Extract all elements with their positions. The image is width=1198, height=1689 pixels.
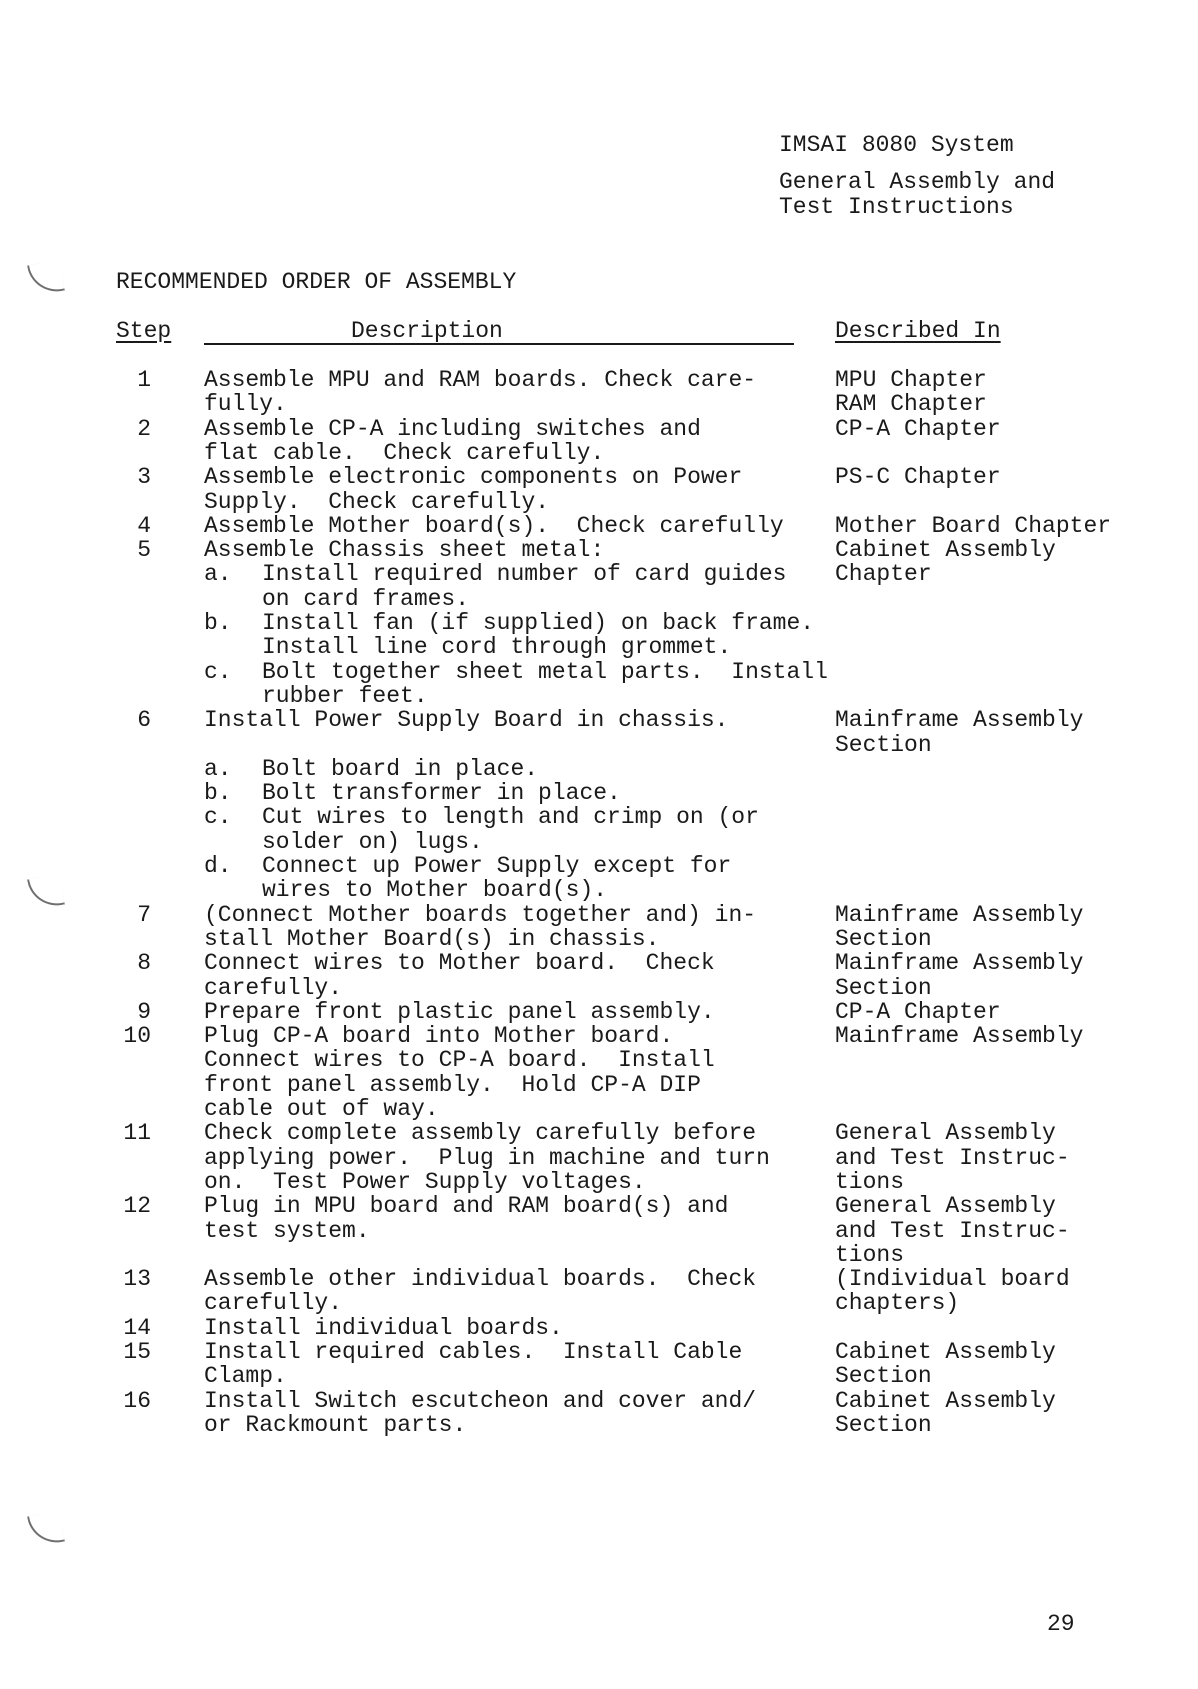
step-number: 1: [137, 367, 151, 393]
step-reference-line: Section: [835, 925, 932, 952]
step-description-line: (Connect Mother boards together and) in-: [204, 901, 757, 928]
step-reference-line: Chapter: [835, 561, 932, 588]
step-description-line: Plug in MPU board and RAM board(s) and: [204, 1193, 729, 1220]
step-reference-line: Cabinet Assembly: [835, 537, 1056, 564]
page-number: 29: [1047, 1611, 1075, 1637]
substep-text-line: wires to Mother board(s).: [262, 877, 608, 904]
step-description-line: Install Power Supply Board in chassis.: [204, 707, 729, 734]
step-description-line: Connect wires to CP-A board. Install: [204, 1047, 715, 1074]
step-reference-line: Mainframe Assembly: [835, 950, 1084, 977]
header-line-3: Test Instructions: [779, 194, 1014, 220]
step-description-line: front panel assembly. Hold CP-A DIP: [204, 1071, 701, 1098]
header-line-2: General Assembly and: [779, 169, 1056, 195]
substep-label: c.: [204, 804, 232, 831]
step-reference-line: chapters): [835, 1290, 960, 1317]
step-description-line: test system.: [204, 1217, 370, 1244]
step-number: 16: [123, 1387, 151, 1414]
step-reference-line: Section: [835, 731, 932, 758]
step-reference-line: Mother Board Chapter: [835, 512, 1112, 539]
step-description-line: Prepare front plastic panel assembly.: [204, 998, 715, 1025]
step-description-line: Supply. Check carefully.: [204, 488, 550, 515]
step-reference-line: Mainframe Assembly: [835, 1023, 1084, 1050]
step-description-line: carefully.: [204, 1290, 343, 1317]
step-description-line: Install Switch escutcheon and cover and/: [204, 1387, 757, 1414]
step-description-line: Assemble MPU and RAM boards. Check care-: [204, 367, 757, 393]
step-reference-line: Section: [835, 1411, 932, 1438]
substep-label: a.: [204, 755, 232, 782]
step-number: 2: [137, 415, 151, 442]
step-number: 15: [123, 1339, 151, 1365]
substep-label: d.: [204, 853, 232, 879]
step-reference-line: General Assembly: [835, 1120, 1056, 1147]
description-heading-rule: [204, 343, 794, 345]
step-reference-line: Cabinet Assembly: [835, 1339, 1056, 1365]
step-description-line: stall Mother Board(s) in chassis.: [204, 925, 660, 952]
step-number: 7: [137, 901, 151, 928]
substep-text-line: Connect up Power Supply except for: [262, 853, 732, 879]
step-reference-line: Mainframe Assembly: [835, 901, 1084, 928]
step-reference-line: RAM Chapter: [835, 391, 987, 418]
step-description-line: Assemble Mother board(s). Check carefully: [204, 512, 784, 539]
step-number: 4: [137, 512, 151, 539]
step-reference-line: PS-C Chapter: [835, 464, 1001, 491]
punch-hole-mark: [27, 873, 65, 911]
substep-label: b.: [204, 780, 232, 807]
step-number: 3: [137, 464, 151, 491]
step-number: 6: [137, 707, 151, 734]
step-reference-line: (Individual board: [835, 1266, 1070, 1293]
substep-text-line: Install required number of card guides: [262, 561, 787, 588]
substep-label: a.: [204, 561, 232, 588]
step-reference-line: MPU Chapter: [835, 367, 987, 393]
substep-text-line: solder on) lugs.: [262, 828, 483, 855]
step-number: 9: [137, 998, 151, 1025]
substep-text-line: Bolt board in place.: [262, 755, 539, 782]
substep-label: b.: [204, 610, 232, 636]
step-description-line: Clamp.: [204, 1363, 287, 1390]
step-reference-line: Section: [835, 974, 932, 1001]
step-number: 10: [123, 1023, 151, 1050]
step-number: 12: [123, 1193, 151, 1220]
step-description-line: applying power. Plug in machine and turn: [204, 1144, 770, 1171]
step-reference-line: Cabinet Assembly: [835, 1387, 1056, 1414]
step-description-line: carefully.: [204, 974, 343, 1001]
section-title: RECOMMENDED ORDER OF ASSEMBLY: [116, 269, 517, 295]
column-heading-step: Step: [116, 318, 172, 344]
step-description-line: fully.: [204, 391, 287, 418]
step-number: 14: [123, 1314, 151, 1341]
step-number: 5: [137, 537, 151, 564]
step-description-line: Install individual boards.: [204, 1314, 563, 1341]
header-line-1: IMSAI 8080 System: [779, 132, 1014, 158]
step-description-line: Check complete assembly carefully before: [204, 1120, 757, 1147]
substep-label: c.: [204, 658, 232, 685]
substep-text-line: on card frames.: [262, 585, 470, 612]
step-description-line: flat cable. Check carefully.: [204, 439, 605, 466]
step-reference-line: tions: [835, 1241, 905, 1268]
step-reference-line: tions: [835, 1168, 905, 1195]
step-number: 13: [123, 1266, 151, 1293]
step-reference-line: CP-A Chapter: [835, 998, 1001, 1025]
punch-hole-mark: [27, 259, 65, 297]
column-heading-described-in: Described In: [835, 318, 1001, 344]
step-number: 8: [137, 950, 151, 977]
step-number: 11: [123, 1120, 151, 1147]
step-description-line: cable out of way.: [204, 1096, 439, 1122]
step-description-line: Plug CP-A board into Mother board.: [204, 1023, 674, 1050]
column-heading-description: Description: [351, 318, 503, 344]
step-reference-line: and Test Instruc-: [835, 1144, 1070, 1171]
step-description-line: Connect wires to Mother board. Check: [204, 950, 715, 977]
step-description-line: Assemble CP-A including switches and: [204, 415, 701, 442]
substep-text-line: rubber feet.: [262, 682, 428, 709]
punch-hole-mark: [27, 1510, 65, 1548]
step-reference-line: Mainframe Assembly: [835, 707, 1084, 734]
step-description-line: Assemble other individual boards. Check: [204, 1266, 757, 1293]
step-reference-line: Section: [835, 1363, 932, 1390]
step-reference-line: General Assembly: [835, 1193, 1056, 1220]
step-description-line: Assemble electronic components on Power: [204, 464, 743, 491]
step-description-line: Assemble Chassis sheet metal:: [204, 537, 605, 564]
substep-text-line: Cut wires to length and crimp on (or: [262, 804, 759, 831]
step-description-line: Install required cables. Install Cable: [204, 1339, 743, 1365]
step-reference-line: and Test Instruc-: [835, 1217, 1070, 1244]
substep-text-line: Install line cord through grommet.: [262, 634, 732, 661]
step-description-line: or Rackmount parts.: [204, 1411, 467, 1438]
substep-text-line: Bolt together sheet metal parts. Install: [262, 658, 828, 685]
substep-text-line: Install fan (if supplied) on back frame.: [262, 610, 815, 636]
step-reference-line: CP-A Chapter: [835, 415, 1001, 442]
substep-text-line: Bolt transformer in place.: [262, 780, 621, 807]
step-description-line: on. Test Power Supply voltages.: [204, 1168, 646, 1195]
